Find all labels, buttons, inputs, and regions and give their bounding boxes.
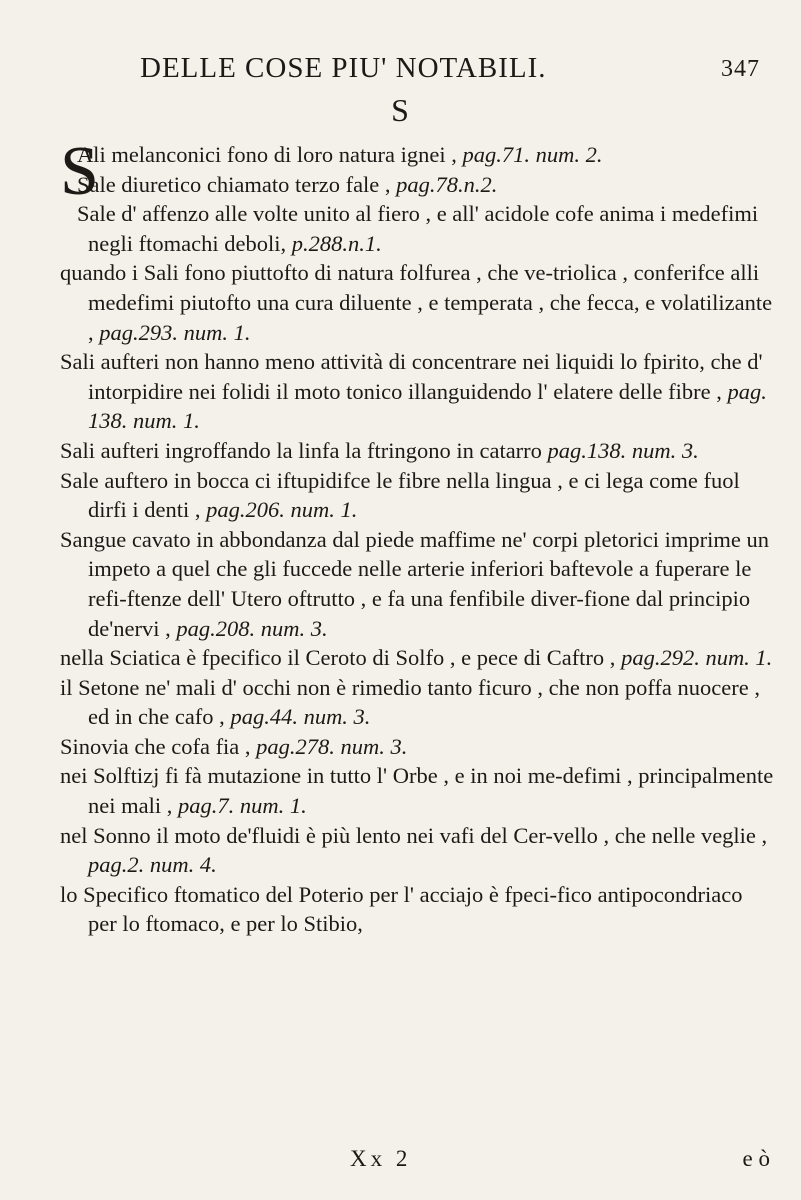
entry-reference: pag.71. num. 2. — [462, 142, 603, 167]
index-entry — [60, 466, 775, 525]
entry-text: Sinovia che cofa fia , — [60, 733, 251, 759]
entry-reference: pag.208. num. 3. — [176, 615, 328, 641]
entry-reference: p.288.n.1. — [291, 230, 382, 256]
entry-reference: pag.44. num. 3. — [230, 704, 371, 730]
index-entry — [60, 673, 775, 732]
entry-text: Sangue cavato in abbondanza dal piede maffime ne' corpi pletorici imprime un impeto a quel che gli fuccede nelle arterie inferiori baftevole a fuperare le refi-ftenze dell' Utero oftrutto , e fa una fenfibile diver-fione dal principio de'nervi , — [60, 526, 770, 641]
entry-text: Sali aufteri ingroffando la linfa la ftringono in catarro — [60, 437, 542, 463]
entry-reference: pag.278. num. 3. — [256, 733, 408, 759]
entry-text: Sale auftero in bocca ci iftupidifce le fibre nella lingua , e ci lega come fuol dirfi i denti , — [60, 467, 740, 523]
page-header — [90, 52, 760, 92]
entry-text: quando i Sali fono piuttofto di natura folfurea , che ve-triolica , conferifce alli medefimi piutofto una cura diluente , e temperata , che fecca, e volatilizante , — [60, 260, 773, 345]
index-entry — [60, 525, 775, 643]
entry-text: Ali melanconici fono di loro natura ignei , — [76, 142, 457, 167]
entry-text: il Setone ne' mali d' occhi non è rimedio tanto ficuro , che non poffa nuocere , ed in che cafo , — [60, 674, 760, 730]
entry-reference: pag.78.n.2. — [396, 171, 498, 197]
entry-reference: pag.138. num. 3. — [547, 437, 699, 463]
page-number: 347 — [721, 56, 760, 82]
catchword: e ò — [742, 1146, 770, 1171]
index-entry — [60, 880, 775, 939]
entry-text: nella Sciatica è fpecifico il Ceroto di Solfo , e pece di Caftro , — [60, 645, 616, 671]
entry-reference: pag. 138. num. 1. — [88, 378, 767, 434]
index-entry — [60, 199, 775, 258]
index-entries — [60, 133, 775, 939]
entry-text: nel Sonno il moto de'fluidi è più lento nei vafi del Cer-vello , che nelle veglie , — [60, 822, 768, 848]
entry-reference: pag.2. num. 4. — [88, 852, 217, 878]
entry-text: lo Specifico ftomatico del Poterio per l' acciajo è fpeci-fico antipocondriaco per lo ftomaco, e per lo Stibio, — [60, 881, 743, 937]
entry-reference: pag.293. num. 1. — [99, 319, 251, 345]
index-entry — [60, 821, 775, 880]
running-head: DELLE COSE PIU' NOTABILI. — [140, 52, 547, 84]
index-entry — [60, 347, 775, 436]
entry-text: Sali aufteri non hanno meno attività di concentrare nei liquidi lo fpirito, che d' intorpidire nei folidi il moto tonico illanguidendo l' elatere delle fibre , — [60, 349, 763, 404]
signature-mark: Xx 2 — [350, 1146, 412, 1171]
entry-reference: pag.206. num. 1. — [206, 497, 358, 523]
entry-text: nei Solftizj fi fà mutazione in tutto l' Orbe , e in noi me-defimi , principalmente nei mali , — [60, 763, 774, 819]
entry-text: Sale d' affenzo alle volte unito al fiero , e all' acidole cofe anima i medefimi negli ftomachi deboli, — [76, 201, 759, 256]
drop-cap: S — [60, 133, 99, 210]
page-footer — [350, 1146, 770, 1176]
entry-text: Sale diuretico chiamato terzo fale , — [76, 171, 391, 197]
section-letter: S — [391, 92, 409, 128]
index-entry — [60, 258, 775, 347]
index-entry — [60, 436, 775, 466]
index-entry — [60, 170, 775, 200]
index-entry — [60, 761, 775, 820]
entry-reference: pag.292. num. 1. — [621, 645, 773, 671]
index-entry — [60, 643, 775, 673]
index-entry — [60, 732, 775, 762]
entry-reference: pag.7. num. 1. — [177, 793, 307, 819]
